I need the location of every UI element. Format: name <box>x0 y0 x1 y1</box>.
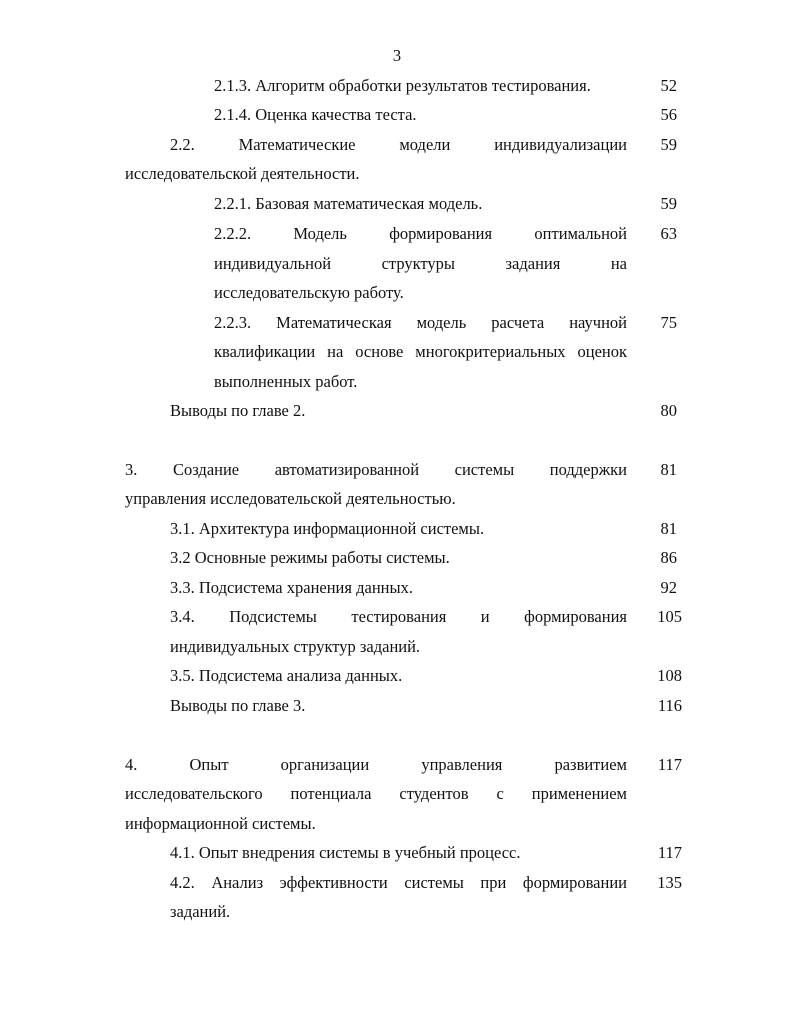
toc-title-line-1: 2.2. Математические модели индивидуализации <box>170 135 627 154</box>
toc-title-line-1: 2.2.2. Модель формирования оптимальной <box>214 224 627 243</box>
toc-title-line-3: выполненных работ. <box>214 372 358 391</box>
toc-title-line-1: 2.2.3. Математическая модель расчета научной <box>214 313 627 332</box>
toc-page: 135 <box>657 873 682 892</box>
toc-page: 52 <box>660 76 677 95</box>
toc-title: Выводы по главе 3. <box>170 696 306 715</box>
toc-title: 4.1. Опыт внедрения системы в учебный процесс. <box>170 843 521 862</box>
toc-title-line-2: квалификации на основе многокритериальных оценок <box>214 342 627 361</box>
toc-title-line-2: управления исследовательской деятельностью. <box>125 489 456 508</box>
toc-title-line-2: исследовательского потенциала студентов с применением <box>125 784 627 803</box>
toc-page: 116 <box>657 696 682 715</box>
page-number: 3 <box>392 46 402 65</box>
toc-title: 3.5. Подсистема анализа данных. <box>170 666 403 685</box>
toc-page: 59 <box>660 135 677 154</box>
toc-title: Выводы по главе 2. <box>170 401 306 420</box>
toc-page: 117 <box>657 755 682 774</box>
toc-page: 63 <box>660 224 677 243</box>
toc-title-line-2: индивидуальных структур заданий. <box>170 637 421 656</box>
toc-title: 2.1.4. Оценка качества теста. <box>214 105 417 124</box>
toc-page: 108 <box>657 666 682 685</box>
toc-page: 59 <box>660 194 677 213</box>
toc-title-line-1: 4. Опыт организации управления развитием <box>125 755 627 774</box>
toc-page: 80 <box>660 401 677 420</box>
toc-title-line-2: исследовательской деятельности. <box>125 164 360 183</box>
toc-page: 86 <box>660 548 677 567</box>
toc-title-line-1: 4.2. Анализ эффективности системы при формировании <box>170 873 627 892</box>
toc-title: 2.1.3. Алгоритм обработки результатов тестирования. <box>214 76 591 95</box>
toc-page: 117 <box>657 843 682 862</box>
toc-title-line-3: информационной системы. <box>125 814 316 833</box>
toc-page: 81 <box>660 519 677 538</box>
toc-title-line-2: заданий. <box>170 902 231 921</box>
toc-page: 56 <box>660 105 677 124</box>
toc-title-line-3: исследовательскую работу. <box>214 283 404 302</box>
toc-title: 3.3. Подсистема хранения данных. <box>170 578 413 597</box>
toc-page: 105 <box>657 607 682 626</box>
toc-page: 81 <box>660 460 677 479</box>
toc-title: 3.2 Основные режимы работы системы. <box>170 548 450 567</box>
toc-title: 3.1. Архитектура информационной системы. <box>170 519 485 538</box>
toc-title: 2.2.1. Базовая математическая модель. <box>214 194 483 213</box>
toc-page: 92 <box>660 578 677 597</box>
toc-title-line-1: 3. Создание автоматизированной системы поддержки <box>125 460 627 479</box>
toc-title-line-1: 3.4. Подсистемы тестирования и формирования <box>170 607 627 626</box>
toc-page: 75 <box>660 313 677 332</box>
toc-title-line-2: индивидуальной структуры задания на <box>214 254 627 273</box>
